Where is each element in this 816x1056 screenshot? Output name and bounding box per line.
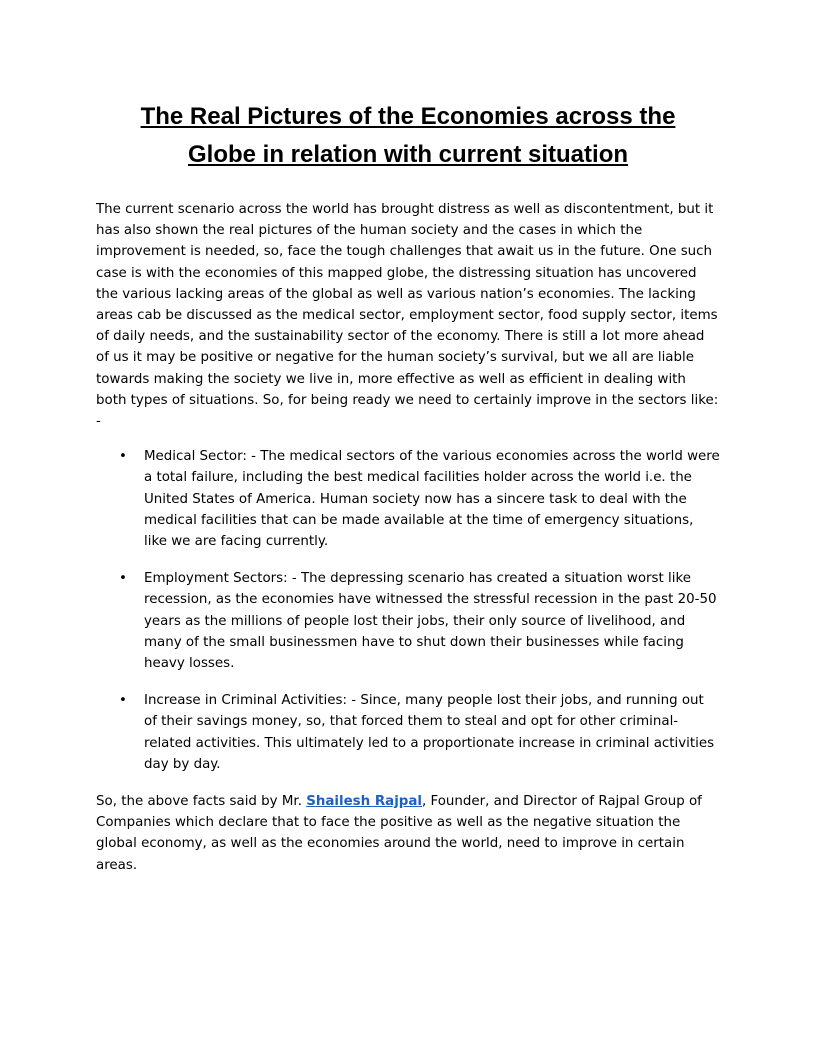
closing-text-start: So, the above facts said by Mr. xyxy=(96,794,307,810)
title-line-2: Globe in relation with current situation xyxy=(187,141,629,168)
title-line-1: The Real Pictures of the Economies across the xyxy=(140,103,676,130)
bullet-employment-sectors xyxy=(96,568,720,674)
bullet-criminal-activities xyxy=(96,690,720,775)
sector-bullet-list xyxy=(96,446,720,775)
closing-text-end: , Founder, and Director of Rajpal Group of Companies which declare that to face the positive as well as the negative situation the global economy, as well as the economies around the world, need to improve in certain areas. xyxy=(96,794,702,873)
intro-paragraph: The current scenario across the world has brought distress as well as discontentment, but it has also shown the real pictures of the human society and the cases in which the improvement is needed, so, face the tough challenges that await us in the future. One such case is with the economies of this mapped globe, the distressing situation has uncovered the various lacking areas of the global as well as various nation’s economies. The lacking areas cab be discussed as the medical sector, employment sector, food supply sector, items of daily needs, and the sustainability sector of the economy. There is still a lot more ahead of us it may be positive or negative for the human society’s survival, but we all are liable towards making the society we live in, more effective as well as efficient in dealing with both types of situations. So, for being ready we need to certainly improve in the sectors like: - xyxy=(96,202,719,430)
bullet-text: Increase in Criminal Activities: - Since, many people lost their jobs, and running out of their savings money, so, that forced them to steal and opt for other criminal-related activities. This ultimately led to a proportionate increase in criminal activities day by day. xyxy=(144,693,715,772)
document-title xyxy=(96,98,720,174)
document-page xyxy=(96,98,720,876)
bullet-medical-sector xyxy=(96,446,720,552)
bullet-icon: • xyxy=(119,693,127,709)
bullet-icon: • xyxy=(119,449,127,465)
bullet-text: Medical Sector: - The medical sectors of the various economies across the world were a total failure, including the best medical facilities holder across the world i.e. the United States of America. Human society now has a sincere task to deal with the medical facilities that can be made available at the time of emergency situations, like we are facing currently. xyxy=(144,449,720,550)
closing-paragraph xyxy=(96,791,720,876)
bullet-icon: • xyxy=(119,571,127,587)
shailesh-rajpal-link[interactable]: Shailesh Rajpal xyxy=(306,794,422,810)
bullet-text: Employment Sectors: - The depressing scenario has created a situation worst like recession, as the economies have witnessed the stressful recession in the past 20-50 years as the millions of people lost their jobs, their only source of livelihood, and many of the small businessmen have to shut down their businesses while facing heavy losses. xyxy=(144,571,717,672)
